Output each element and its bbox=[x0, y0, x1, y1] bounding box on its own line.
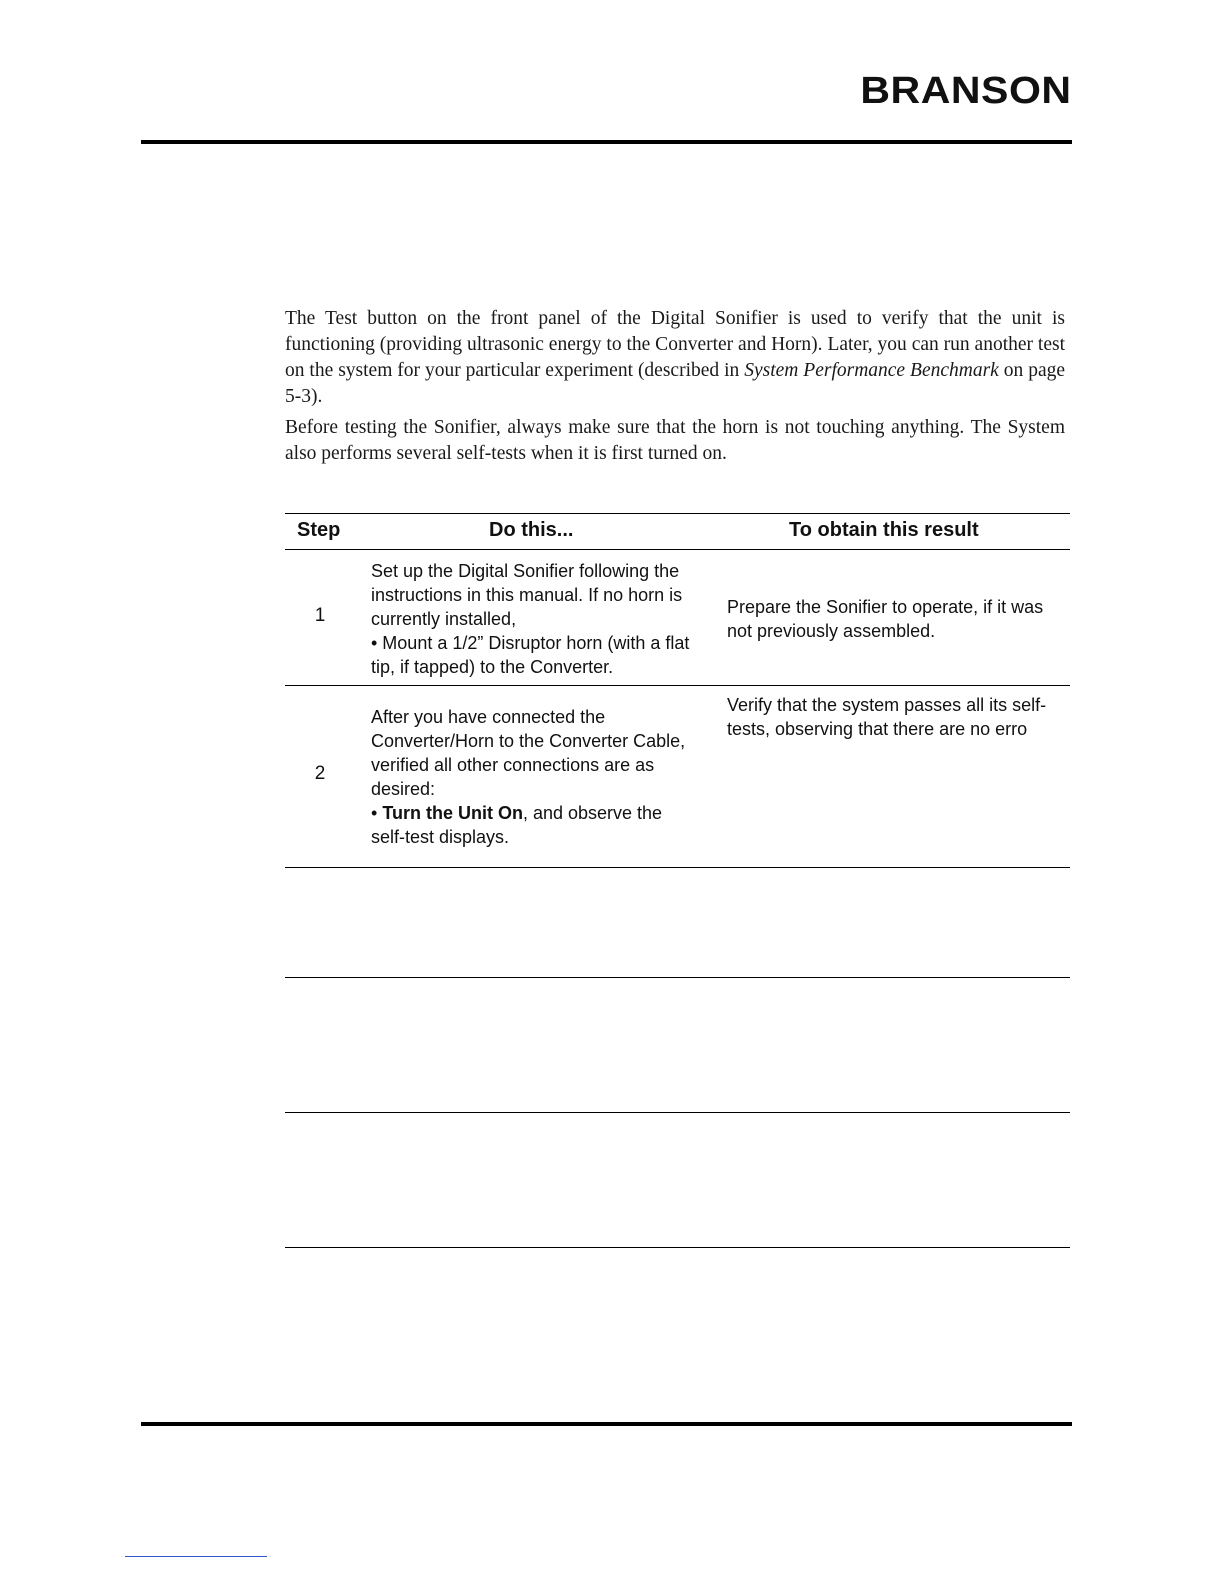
intro-paragraph-1-text: The Test button on the front panel of the Digital Sonifier is used to verify that the unit is functioning (providing ultrasonic energy to the Converter and Horn). Later, you can run another test on the system for your particular experiment (described in bbox=[285, 308, 1065, 381]
table-row-2-do-this bbox=[371, 705, 696, 849]
branson-logo: BRANSON bbox=[860, 70, 1072, 112]
row-3-rule bbox=[285, 977, 1070, 978]
table-row-1-step: 1 bbox=[314, 605, 326, 626]
turn-unit-on-text: Turn the Unit On bbox=[382, 803, 523, 823]
table-row-1-result: Prepare the Sonifier to operate, if it was not previously assembled. bbox=[727, 597, 1044, 641]
header-result: To obtain this result bbox=[789, 519, 979, 541]
row-2-rule bbox=[285, 867, 1070, 868]
header-step: Step bbox=[297, 519, 341, 541]
row-5-rule bbox=[285, 1247, 1070, 1248]
row-1-rule bbox=[285, 685, 1070, 686]
table-row-2-result: Verify that the system passes all its self-tests, observing that there are no erro bbox=[727, 695, 1047, 739]
table-row-2-step: 2 bbox=[314, 763, 326, 784]
footer-link-underline[interactable] bbox=[125, 1556, 267, 1557]
row-2-bullet-mark: • bbox=[371, 803, 383, 823]
row-1-instruction: Set up the Digital Sonifier following the instructions in this manual. If no horn is currently installed, bbox=[371, 561, 683, 629]
header-do-this: Do this... bbox=[489, 519, 574, 541]
intro-paragraph-1 bbox=[285, 306, 1065, 410]
intro-paragraph-2: Before testing the Sonifier, always make sure that the horn is not touching anything. The System also performs several self-tests when it is first turned on. bbox=[285, 417, 1065, 464]
header-rule bbox=[141, 140, 1072, 144]
intro-text bbox=[285, 306, 1065, 472]
row-2-instruction: After you have connected the Converter/Horn to the Converter Cable, verified all other connections are as desired: bbox=[371, 707, 686, 799]
row-1-bullet: • Mount a 1/2” Disruptor horn (with a flat tip, if tapped) to the Converter. bbox=[371, 633, 690, 677]
header-rule-line bbox=[285, 549, 1070, 550]
row-2-bullet bbox=[371, 801, 696, 849]
row-4-rule bbox=[285, 1112, 1070, 1113]
row-2-bullet-text: , and observe the self-test displays. bbox=[371, 803, 663, 847]
footer-rule bbox=[141, 1422, 1072, 1426]
intro-paragraph-1-end: on page 5-3). bbox=[285, 360, 1066, 407]
table-top-rule bbox=[285, 513, 1070, 514]
table-row-1-do-this bbox=[371, 559, 711, 679]
benchmark-reference: System Performance Benchmark bbox=[744, 360, 999, 381]
